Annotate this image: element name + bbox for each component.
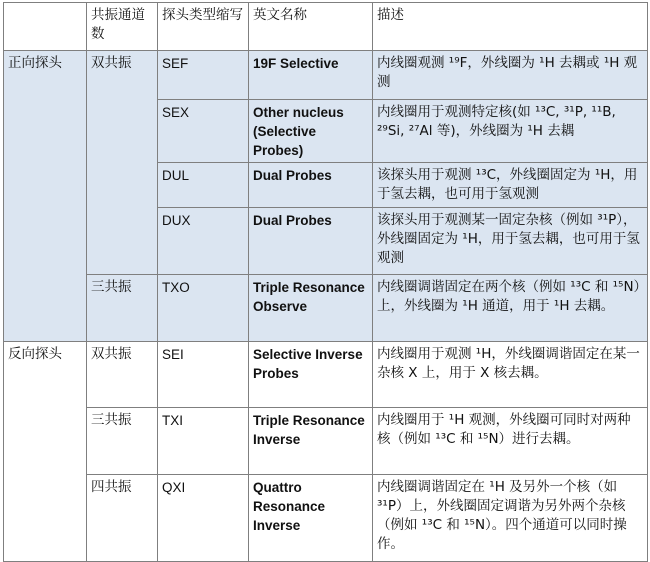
header-group bbox=[4, 3, 87, 51]
description-cell: 该探头用于观测 ¹³C，外线圈固定为 ¹H，用于氢去耦，也可用于氢观测 bbox=[373, 163, 648, 208]
subgroup-triple-forward: 三共振 bbox=[87, 275, 158, 342]
english-name-cell: Triple Resonance Inverse bbox=[249, 408, 373, 475]
table-row bbox=[4, 475, 648, 562]
abbr-cell: SEF bbox=[158, 51, 249, 100]
description-cell: 内线圈调谐固定在两个核（例如 ¹³C 和 ¹⁵N）上，外线圈为 ¹H 通道，用于 ¹H 去耦。 bbox=[373, 275, 648, 342]
abbr-cell: QXI bbox=[158, 475, 249, 562]
description-cell: 内线圈观测 ¹⁹F，外线圈为 ¹H 去耦或 ¹H 观测 bbox=[373, 51, 648, 100]
abbr-cell: SEX bbox=[158, 100, 249, 163]
english-name-cell: Dual Probes bbox=[249, 163, 373, 208]
subgroup-double-inverse: 双共振 bbox=[87, 342, 158, 408]
probe-type-table bbox=[3, 2, 648, 562]
english-name-cell: Other nucleus (Selective Probes) bbox=[249, 100, 373, 163]
abbr-cell: TXO bbox=[158, 275, 249, 342]
table-row bbox=[4, 275, 648, 342]
subgroup-triple-inverse: 三共振 bbox=[87, 408, 158, 475]
english-name-cell: Triple Resonance Observe bbox=[249, 275, 373, 342]
header-desc: 描述 bbox=[373, 3, 648, 51]
subgroup-quad: 四共振 bbox=[87, 475, 158, 562]
english-name-cell: Dual Probes bbox=[249, 208, 373, 275]
description-cell: 内线圈用于观测特定核(如 ¹³C, ³¹P, ¹¹B, ²⁹Si, ²⁷Al 等)，外线圈为 ¹H 去耦 bbox=[373, 100, 648, 163]
header-english: 英文名称 bbox=[249, 3, 373, 51]
english-name-cell: 19F Selective bbox=[249, 51, 373, 100]
abbr-cell: DUX bbox=[158, 208, 249, 275]
abbr-cell: TXI bbox=[158, 408, 249, 475]
header-abbr: 探头类型缩写 bbox=[158, 3, 249, 51]
group-inverse-label: 反向探头 bbox=[4, 342, 87, 562]
description-cell: 内线圈用于 ¹H 观测，外线圈可同时对两种核（例如 ¹³C 和 ¹⁵N）进行去耦。 bbox=[373, 408, 648, 475]
table-header-row bbox=[4, 3, 648, 51]
description-cell: 该探头用于观测某一固定杂核（例如 ³¹P），外线圈固定为 ¹H，用于氢去耦，也可用于氢观测 bbox=[373, 208, 648, 275]
english-name-cell: Selective Inverse Probes bbox=[249, 342, 373, 408]
abbr-cell: DUL bbox=[158, 163, 249, 208]
description-cell: 内线圈调谐固定在 ¹H 及另外一个核（如 ³¹P）上，外线圈固定调谐为另外两个杂核（例如 ¹³C 和 ¹⁵N）。四个通道可以同时操作。 bbox=[373, 475, 648, 562]
table-row bbox=[4, 51, 648, 100]
table-row bbox=[4, 342, 648, 408]
abbr-cell: SEI bbox=[158, 342, 249, 408]
group-forward-label: 正向探头 bbox=[4, 51, 87, 342]
description-cell: 内线圈用于观测 ¹H，外线圈调谐固定在某一杂核 X 上，用于 X 核去耦。 bbox=[373, 342, 648, 408]
english-name-cell: Quattro Resonance Inverse bbox=[249, 475, 373, 562]
table-row bbox=[4, 408, 648, 475]
header-channels: 共振通道数 bbox=[87, 3, 158, 51]
subgroup-double: 双共振 bbox=[87, 51, 158, 275]
